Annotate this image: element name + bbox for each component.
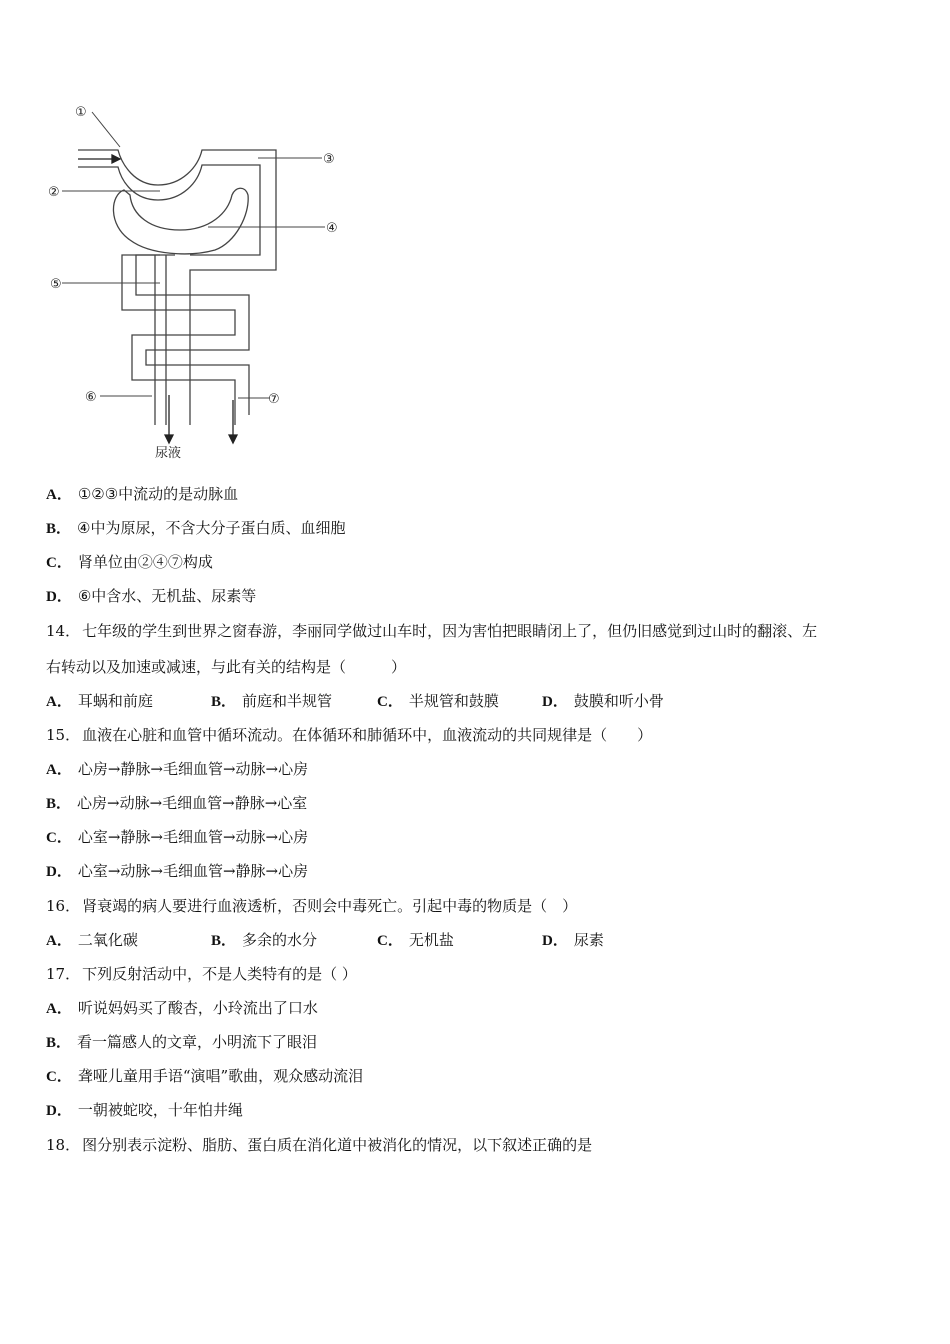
arrow-out-icon [229,435,237,443]
q17-option-c: C． 聋哑儿童用手语“演唱”歌曲，观众感动流泪 [46,1067,364,1085]
bowmans-capsule [113,188,248,254]
q16-option-d: D． 尿素 [542,931,604,949]
q14-option-b: B． 前庭和半规管 [211,692,333,710]
label-4: ④ [326,221,338,236]
q13-option-d: D． ⑥中含水、无机盐、尿素等 [46,587,257,605]
label-5: ⑤ [50,277,62,292]
q15-option-a: A． 心房→静脉→毛细血管→动脉→心房 [46,760,309,778]
q17-stem: 17． 下列反射活动中，不是人类特有的是（ ） [46,965,357,983]
q16-option-a: A． 二氧化碳 [46,931,138,949]
q14-stem-line2: 右转动以及加速或减速，与此有关的结构是（ ） [46,658,407,676]
q14-option-c: C． 半规管和鼓膜 [377,692,499,710]
q14-option-a: A． 耳蜗和前庭 [46,692,153,710]
arrow-in-icon [112,155,120,163]
q17-option-d: D． 一朝被蛇咬，十年怕井绳 [46,1101,243,1119]
q14-stem-line1: 14． 七年级的学生到世界之窗春游，李丽同学做过山车时，因为害怕把眼睛闭上了，但仍旧感觉到过山时的翻滚、左 [46,622,818,640]
q13-option-b: B． ④中为原尿，不含大分子蛋白质、血细胞 [46,519,346,537]
q17-option-a: A． 听说妈妈买了酸杏，小玲流出了口水 [46,999,318,1017]
label-3: ③ [323,152,335,167]
label-7: ⑦ [268,392,280,407]
label-2: ② [48,185,60,200]
q15-option-d: D． 心室→动脉→毛细血管→静脉→心房 [46,862,309,880]
arrow-urine-icon [165,435,173,443]
label-6: ⑥ [85,390,97,405]
q17-option-b: B． 看一篇感人的文章，小明流下了眼泪 [46,1033,318,1051]
glomerulus-vessel [78,165,260,255]
q16-option-c: C． 无机盐 [377,931,454,949]
q18-stem: 18． 图分别表示淀粉、脂肪、蛋白质在消化道中被消化的情况，以下叙述正确的是 [46,1136,593,1154]
label-1: ① [75,105,87,120]
q16-stem: 16． 肾衰竭的病人要进行血液透析，否则会中毒死亡。引起中毒的物质是（ ） [46,897,578,915]
renal-tubule [122,255,235,425]
q14-option-d: D． 鼓膜和听小骨 [542,692,664,710]
q13-option-a: A． ①②③中流动的是动脉血 [46,485,239,503]
q16-option-b: B． 多余的水分 [211,931,318,949]
q15-stem: 15． 血液在心脏和血管中循环流动。在体循环和肺循环中，血液流动的共同规律是（ ） [46,726,653,744]
q15-option-b: B． 心房→动脉→毛细血管→静脉→心室 [46,794,308,812]
q13-option-c: C． 肾单位由②④⑦构成 [46,553,213,571]
nephron-diagram [40,95,360,470]
urine-label: 尿液 [155,446,182,461]
q15-option-c: C． 心室→静脉→毛细血管→动脉→心房 [46,828,309,846]
